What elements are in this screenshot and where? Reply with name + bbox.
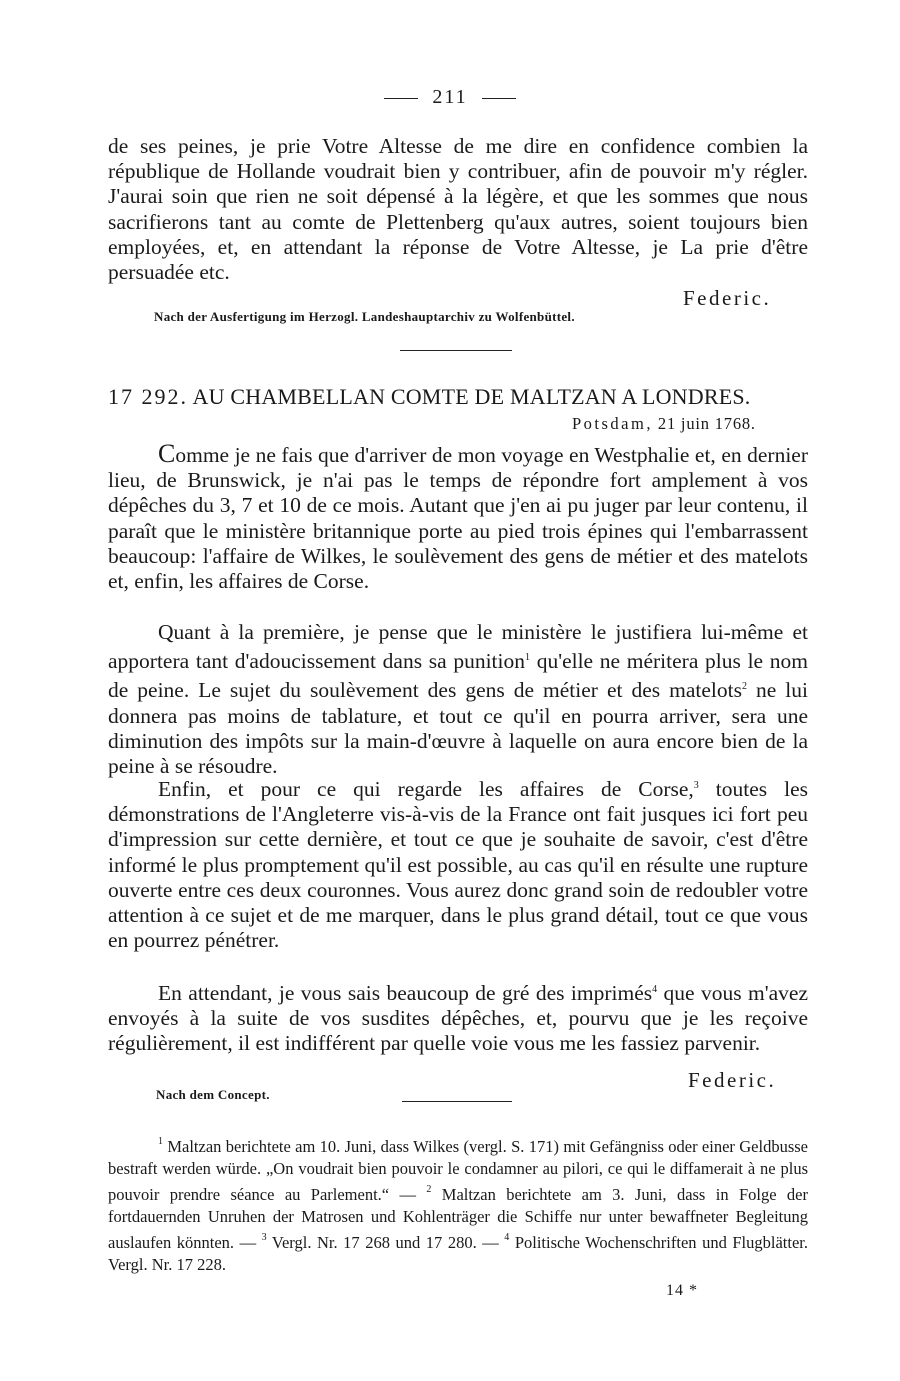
page-header	[0, 86, 900, 109]
header-dash-right	[482, 98, 516, 99]
paragraph-3-text-a: Enfin, et pour ce qui regarde les affaires de Corse,	[158, 777, 694, 801]
paragraph-3-text-b: toutes les démonstrations de l'Angleterre vis-à-vis de la France ont fait jusques ici fort peu d'impression sur cette dernière, et tout ce que je souhaite de savoir, c'est d'être informé le plus promptement qu'il est possible, au cas qu'il en résulte une rupture ouverte entre ces deux couronnes. Vous aurez donc grand soin de redoubler votre attention à ce sujet et de me marquer, dans le plus grand détail, tout ce que vous en pourrez pénétrer.	[108, 777, 809, 953]
footnote-ref-2: 2	[742, 681, 747, 693]
prev-letter-source: Nach der Ausfertigung im Herzogl. Landeshauptarchiv zu Wolfenbüttel.	[154, 309, 575, 324]
page-number: 211	[432, 86, 468, 108]
letter-heading	[108, 384, 808, 410]
letter-dateline	[572, 414, 756, 434]
letter-number: 17 292.	[108, 384, 188, 409]
footnote-marker-1: 1	[158, 1136, 163, 1147]
footnote-3: Vergl. Nr. 17 268 und 17 280. —	[266, 1233, 505, 1253]
letter-title: AU CHAMBELLAN COMTE DE MALTZAN A LONDRES.	[192, 384, 751, 409]
paragraph-2-text-c: ne lui donnera pas moins de tablature, et tout ce qu'il en pourra arriver, sera une diminution des impôts sur la main-d'œuvre à laquelle on aura encore bien de la peine à se résoudre.	[108, 678, 808, 779]
paragraph-2-text-b: qu'elle ne méritera plus le nom de peine. Le sujet du soulèvement des gens de métier et des matelots	[108, 649, 808, 703]
letter-paragraph-1	[108, 441, 808, 594]
paragraph-2-text-a: Quant à la première, je pense que le ministère le justifiera lui-même et apportera tant d'adoucissement dans sa punition	[108, 620, 808, 674]
footnote-marker-4: 4	[504, 1232, 510, 1244]
letter-paragraph-4	[108, 977, 808, 1057]
letter-paragraph-3	[108, 773, 808, 953]
header-dash-left	[384, 98, 418, 99]
footnote-marker-2: 2	[426, 1184, 432, 1196]
letter-source: Nach dem Concept.	[156, 1087, 270, 1102]
letter-place: Potsdam,	[572, 414, 653, 433]
prev-letter-text: de ses peines, je prie Votre Altesse de me dire en confidence combien la république de Hollande voudrait bien y contribuer, afin de pouvoir m'y régler. J'aurai soin que rien ne soit dépensé à la légère, et que les sommes que nous sacrifierons tant au comte de Plettenberg qu'aux autres, soient toujours bien employées, et, en attendant la réponse de Votre Altesse, je La prie d'être persuadée etc.	[108, 134, 808, 285]
footnote-1: Maltzan berichtete am 10. Juni, dass Wilkes (vergl. S. 171) mit Gefängniss oder einer Geldbusse bestraft werden würde. „On voudrait bien pouvoir le condamner au pilori, ce qui le diffamerait à ne plus pouvoir prendre séance au Parlement.“ —	[108, 1137, 808, 1205]
footnote-ref-4: 4	[652, 984, 658, 995]
footnote-4: Politische Wochenschriften und Flugblätter. Vergl. Nr. 17 228.	[108, 1233, 808, 1274]
paragraph-4-text-a: En attendant, je vous sais beaucoup de gré des imprimés	[158, 981, 653, 1005]
paragraph-4-text-b: que vous m'avez envoyés à la suite de vos susdites dépêches, et, pourvu que je les reçoive régulièrement, il est indifférent par quelle voie vous me les fassiez parvenir.	[108, 981, 809, 1056]
drop-initial: C	[158, 439, 176, 468]
letter-date: 21 juin 1768.	[657, 414, 756, 433]
prev-letter-signature: Federic.	[683, 286, 772, 310]
footnotes-block	[108, 1131, 808, 1276]
paragraph-1-text: omme je ne fais que d'arriver de mon voyage en Westphalie et, en dernier lieu, de Brunswick, je n'ai pas le temps de répondre fort amplement à vos dépêches du 3, 7 et 10 de ce mois. Autant que j'en ai pu juger par leur contenu, il paraît que le ministère britannique porte au pied trois épines qui l'embarrassent beaucoup: l'affaire de Wilkes, le soulèvement des gens de métier et des matelots et, enfin, les affaires de Corse.	[108, 443, 808, 594]
footnote-ref-3: 3	[693, 780, 699, 791]
footnote-2: Maltzan berichtete am 3. Juni, dass in Folge der fortdauernden Unruhen der Matrosen und Kohlenträger die Schiffe nur unter bewaffneter Begleitung auslaufen könnten. —	[108, 1185, 808, 1253]
footnote-divider	[402, 1101, 512, 1102]
footnote-ref-1: 1	[525, 652, 531, 664]
section-divider	[400, 350, 512, 351]
footnote-marker-3: 3	[261, 1232, 267, 1244]
letter-paragraph-2	[108, 620, 808, 779]
signature-mark: 14 *	[666, 1282, 698, 1299]
letter-signature: Federic.	[688, 1068, 777, 1092]
